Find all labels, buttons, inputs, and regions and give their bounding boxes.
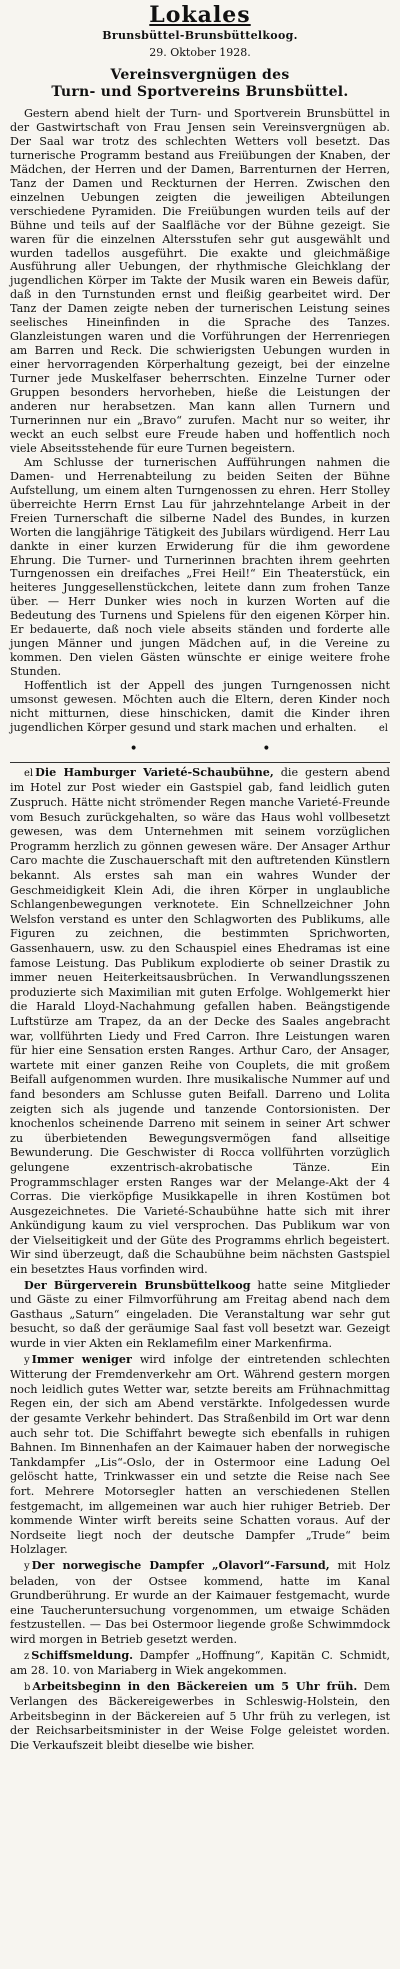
- item-text: mit Holz beladen, von der Ostsee kommend, hatte im Kanal Grundberührung. Er wurde an der Kaimauer festgemacht, wurde eine Taucheruntersuchung vorgenommen, um etwaige Schäden festzustellen. — Das bei Ostermoor liegende große Schwimmdock wird morgen in Betrieb gesetzt werden.: [10, 1558, 390, 1646]
- item-dateline: y: [24, 1354, 30, 1366]
- item-text: Dampfer „Hoffnung“, Kapitän C. Schmidt, am 28. 10. von Mariaberg in Wiek angekommen.: [10, 1648, 390, 1678]
- item-lead: Die Hamburger Varieté-Schaubühne,: [35, 764, 274, 779]
- item-dateline: z: [24, 1650, 30, 1662]
- section-title: Lokales: [149, 2, 251, 28]
- news-item: [10, 1679, 390, 1754]
- article-author: el: [378, 722, 388, 734]
- item-text: wird infolge der eintretenden schlechten Witterung der Fremdenverkehr am Ort. Während gestern morgen noch leidlich gutes Wetter war, setzte bereits am Frühnachmittag Regen ein, der sich am Abend verstärkte. Infolgedessen wurde der gesamte Verkehr behindert. Das Straßenbild im Ort war denn auch sehr tot. Die Schiffahrt bewegte sich ebenfalls in ruhigen Bahnen. Im Binnenhafen an der Kaimauer haben der norwegische Tankdampfer „Lis“-Oslo, der in Ostermoor eine Ladung Oel gelöscht hatte, Trinkwasser ein und setzte die Reise nach See fort. Mehrere Motorsegler hatten an verschiedenen Stellen festgemacht, im allgemeinen war auch hier ruhiger Betrieb. Der kommende Winter wirft bereits seine Schatten voraus. Auf der Nordseite liegt noch der deutsche Dampfer „Trude“ beim Holzlager.: [10, 1352, 390, 1557]
- news-item: [10, 765, 390, 1278]
- item-lead: Der norwegische Dampfer „Olavorl“-Farsund,: [31, 1557, 330, 1572]
- item-lead: Schiffsmeldung.: [31, 1647, 134, 1662]
- news-item: [10, 1648, 390, 1679]
- item-dateline: y: [24, 1560, 30, 1572]
- masthead: [0, 0, 400, 59]
- news-item: [10, 1352, 390, 1558]
- section-divider: • •: [129, 740, 331, 757]
- article-turnverein: [0, 107, 400, 734]
- section-subtitle: Brunsbüttel-Brunsbüttelkoog.: [102, 29, 298, 42]
- item-dateline: el: [24, 767, 34, 779]
- item-lead: Immer weniger: [31, 1351, 132, 1366]
- article-paragraph: Gestern abend hielt der Turn- und Sportverein Brunsbüttel in der Gastwirtschaft von Frau Jensen sein Vereinsvergnügen ab. Der Saal war trotz des schlechten Wetters voll besetzt. Das turnerische Programm bestand aus Freiübungen der Knaben, der Mädchen, der Herren und der Damen, Barrenturnen der Herren, Tanz der Damen und Reckturnen der Herren. Zwischen den einzelnen Uebungen zeigten die jeweiligen Abteilungen verschiedene Pyramiden. Die Freiübungen wurden teils auf der Bühne und teils auf der Saalfläche vor der Bühne gezeigt. Sie waren für die einzelnen Altersstufen sehr gut ausgewählt und wurden tadellos ausgeführt. Die exakte und gleichmäßige Ausführung aller Uebungen, der rhythmische Gleichklang der jugendlichen Körper im Takte der Musik waren ein Beweis dafür, daß in den Turnstunden ernst und fleißig gearbeitet wird. Der Tanz der Damen zeigte neben der turnerischen Leistung seines seelisches Hineinfinden in die Sprache des Tanzes. Glanzleistungen waren und die Vorführungen der Herrenriegen am Barren und Reck. Die schwierigsten Uebungen wurden in einer hervorragenden Körperhaltung gezeigt, bei der einzelne Turner jede Muskelfaser beherrschten. Einzelne Turner oder Gruppen besonders hervorheben, hieße die Leistungen der anderen nur herabsetzen. Man kann allen Turnern und Turnerinnen nur ein „Bravo“ zurufen. Macht nur so weiter, ihr weckt an euch selbst eure Freude haben und hoffentlich noch viele Abseitsstehende für eure Turnen begeistern.: [10, 107, 390, 455]
- item-text: Dem Verlangen des Bäckereigewerbes in Schleswig-Holstein, den Arbeitsbeginn in der Bäckereien auf 5 Uhr früh zu verlegen, ist der Reichsarbeitsminister in der Weise Folge geleistet worden. Die Verkaufszeit bleibt dieselbe wie bisher.: [10, 1679, 390, 1753]
- item-text: die gestern abend im Hotel zur Post wieder ein Gastspiel gab, fand leidlich guten Zuspruch. Hätte nicht strömender Regen manche Varieté-Freunde vom Besuch zurückgehalten, so wäre das Haus wohl vollbesetzt gewesen, was dem Unternehmen mit seinem vorzüglichen Programm herzlich zu gönnen gewesen wäre. Der Ansager Arthur Caro machte die Zuschauerschaft mit den auftretenden Künstlern bekannt. Als erstes sah man ein wahres Wunder der Geschmeidigkeit Klein Adi, die ihren Körper in unglaubliche Schlangenbewegungen verknotete. Ein Schnellzeichner John Welsfon verstand es unter den Schlagworten des Publikums, alle Figuren zu zeichnen, die bestimmten Sprichworten, Gassenhauern, usw. zu den Schauspiel eines Ehedramas ist eine famose Leistung. Das Publikum explodierte ob seiner Drastik zu immer neuen Heiterkeitsausbrüchen. In Verwandlungsszenen produzierte sich Maximilian mit guten Erfolge. Wohlgemerkt hier die Harald Lloyd-Nachahmung gefallen haben. Beängstigende Luftstürze am Trapez, da an der Decke des Saales angebracht war, vollführten Liedy und Fred Carron. Ihre Leistungen waren für hier eine Sensation ersten Ranges. Arthur Caro, der Ansager, wartete mit einer ganzen Reihe von Couplets, die mit großem Beifall aufgenommen wurden. Ihre musikalische Nummer auf und fand besonders am Schlusse guten Beifall. Darreno und Lolita zeigten sich als jugende und tanzende Contorsionisten. Der knochenlos scheinende Darreno mit seinem in seiner Art schwer zu überbietenden Bewegungsvermögen fand allseitige Bewunderung. Die Geschwister di Rocca vollführten vorzüglich gelungene exzentrisch-akrobatische Tänze. Ein Programmschlager ersten Ranges war der Melange-Akt der 4 Corras. Die vierköpfige Musikkapelle in ihren Kostümen bot Ausgezeichnetes. Die Varieté-Schaubühne hatte sich mit ihrer Ankündigung kaum zu viel versprochen. Das Publikum war von der Vielseitigkeit und der Güte des Programms ehrlich begeistert. Wir sind überzeugt, daß die Schaubühne beim nächsten Gastspiel ein besetztes Haus vorfinden wird.: [10, 765, 391, 1277]
- news-item: [10, 1278, 390, 1352]
- news-item: [10, 1558, 390, 1648]
- divider-rule: [10, 762, 390, 763]
- article-paragraph: Am Schlusse der turnerischen Aufführungen nahmen die Damen- und Herrenabteilung zu beiden Seiten der Bühne Aufstellung, um einem alten Turngenossen zu ehren. Herr Stolley überreichte Herrn Ernst Lau für jahrzehntelange Arbeit in der Freien Turnerschaft die silberne Nadel des Bundes, in kurzen Worten die langjährige Tätigkeit des Jubilars würdigend. Herr Lau dankte in einer kurzen Erwiderung für die ihm gewordene Ehrung. Die Turner- und Turnerinnen brachten ihrem geehrten Turngenossen ein dreifaches „Frei Heil!“ Ein Theaterstück, ein heiteres Junggesellenstückchen, leitete dann zum frohen Tanze über. — Herr Dunker wies noch in kurzen Worten auf die Bedeutung des Turnens und Spielens für den eigenen Körper hin. Er bedauerte, daß noch viele abseits ständen und forderte alle jungen Männer und jungen Mädchen auf, in die Vereine zu kommen. Den vielen Gästen wünschte er einige weitere frohe Stunden.: [10, 455, 390, 679]
- headline-line-1: Vereinsvergnügen des: [110, 67, 290, 83]
- article-paragraph: Hoffentlich ist der Appell des jungen Turngenossen nicht umsonst gewesen. Möchten auch die Eltern, deren Kinder noch nicht mitturnen, diese hinschicken, damit die Kinder ihren jugendlichen Körper gesund und stark machen und erhalten.: [10, 679, 390, 734]
- item-dateline: b: [24, 1681, 31, 1693]
- headline-line-2: Turn- und Sportvereins Brunsbüttel.: [51, 84, 349, 100]
- item-lead: Arbeitsbeginn in den Bäckereien um 5 Uhr früh.: [32, 1678, 358, 1693]
- article-local-news: [0, 765, 400, 1754]
- article-headline: [0, 67, 400, 101]
- issue-date: 29. Oktober 1928.: [149, 46, 251, 59]
- item-text: hatte seine Mitglieder und Gäste zu einer Filmvorführung am Freitag abend nach dem Gasthaus „Saturn“ eingeladen. Die Veranstaltung war sehr gut besucht, so daß der geräumige Saal fast voll besetzt war. Gezeigt wurde in vier Akten ein Reklamefilm einer Markenfirma.: [10, 1278, 390, 1351]
- item-lead: Der Bürgerverein Brunsbüttelkoog: [24, 1277, 251, 1292]
